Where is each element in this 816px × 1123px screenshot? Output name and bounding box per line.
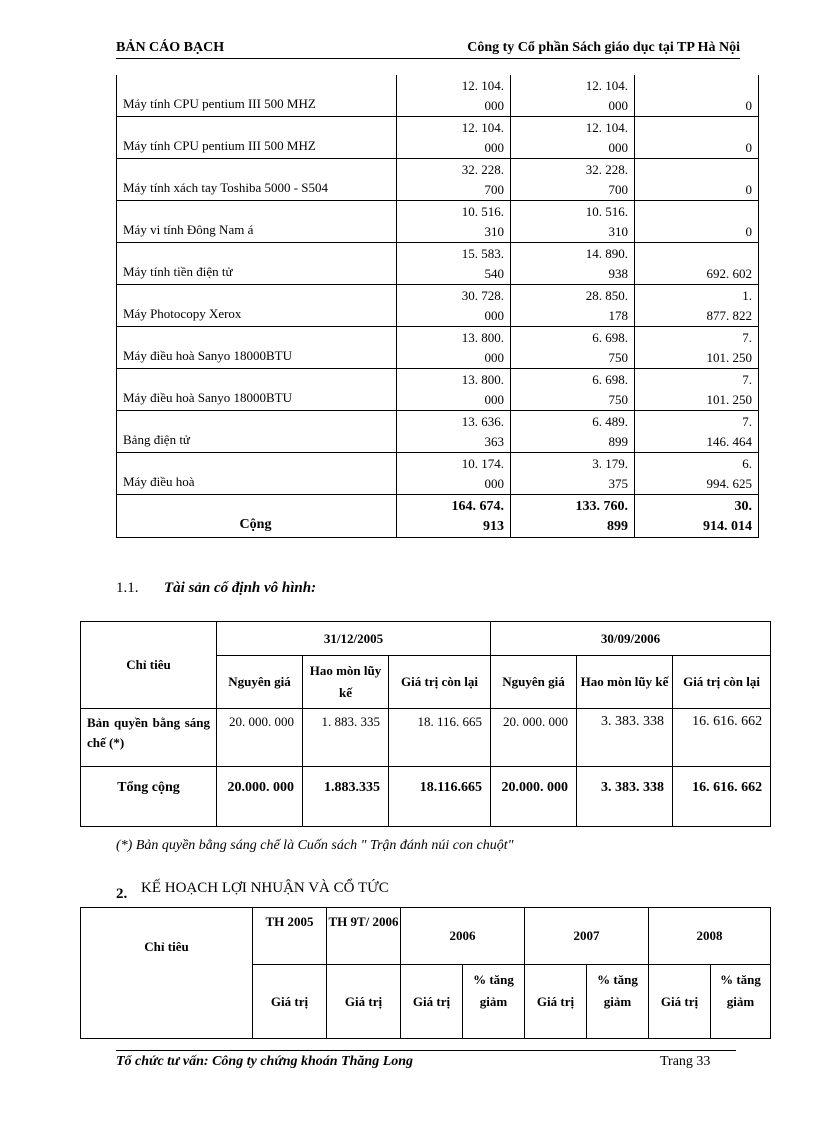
value-line-1: 12. 104. bbox=[585, 78, 628, 93]
asset-value-c3 bbox=[635, 411, 759, 453]
value-line-1: 6. bbox=[742, 456, 752, 471]
value-line-2: 994. 625 bbox=[706, 476, 752, 491]
asset-name: Cộng bbox=[117, 495, 397, 538]
total-rem-2006: 16. 616. 662 bbox=[673, 767, 771, 827]
value-line-2: 375 bbox=[608, 476, 628, 491]
value-line-1: 13. 800. bbox=[461, 372, 504, 387]
value-line-1: 12. 104. bbox=[461, 78, 504, 93]
plan-value-2008: Giá trị bbox=[649, 965, 711, 1039]
value-line-2: 000 bbox=[484, 392, 504, 407]
asset-value-c1 bbox=[397, 453, 511, 495]
asset-value-c1 bbox=[397, 75, 511, 117]
header-company: Công ty Cổ phần Sách giáo dục tại TP Hà Nội bbox=[467, 40, 740, 55]
table-row bbox=[117, 117, 759, 159]
asset-name: Máy điều hoà Sanyo 18000BTU bbox=[117, 327, 397, 369]
asset-name: Máy Photocopy Xerox bbox=[117, 285, 397, 327]
asset-value-c3 bbox=[635, 243, 759, 285]
patent-rem-2005: 18. 116. 665 bbox=[389, 709, 491, 767]
asset-value-c1 bbox=[397, 411, 511, 453]
asset-value-c1 bbox=[397, 327, 511, 369]
table-row bbox=[117, 411, 759, 453]
value-line-1: 10. 516. bbox=[585, 204, 628, 219]
value-line-1 bbox=[643, 160, 752, 180]
patent-dep-2006: 3. 383. 338 bbox=[577, 709, 673, 767]
patent-orig-2005: 20. 000. 000 bbox=[217, 709, 303, 767]
patent-rem-2006: 16. 616. 662 bbox=[673, 709, 771, 767]
asset-value-c2 bbox=[511, 285, 635, 327]
table-row bbox=[117, 327, 759, 369]
value-line-2: 310 bbox=[484, 224, 504, 239]
value-line-2: 000 bbox=[484, 98, 504, 113]
value-line-2: 101. 250 bbox=[706, 350, 752, 365]
value-line-2: 913 bbox=[483, 519, 504, 534]
asset-value-c3 bbox=[635, 285, 759, 327]
value-line-1: 133. 760. bbox=[575, 499, 628, 514]
plan-value-th9t: Giá trị bbox=[327, 965, 401, 1039]
asset-value-c1 bbox=[397, 369, 511, 411]
section-2-title: KẾ HOẠCH LỢI NHUẬN VÀ CỔ TỨC bbox=[141, 880, 389, 896]
value-line-1: 13. 800. bbox=[461, 330, 504, 345]
total-dep-2005: 1.883.335 bbox=[303, 767, 389, 827]
table-row bbox=[117, 453, 759, 495]
col-dep-1: Hao mòn lũy kế bbox=[303, 656, 389, 709]
plan-value-th2005: Giá trị bbox=[253, 965, 327, 1039]
table-row bbox=[117, 75, 759, 117]
value-line-2: 0 bbox=[745, 182, 752, 197]
value-line-1: 15. 583. bbox=[461, 246, 504, 261]
value-line-1: 32. 228. bbox=[585, 162, 628, 177]
asset-value-c3 bbox=[635, 327, 759, 369]
asset-value-c3 bbox=[635, 495, 759, 538]
col-indicator: Chỉ tiêu bbox=[81, 622, 217, 709]
asset-name: Máy điều hoà bbox=[117, 453, 397, 495]
header-title: BẢN CÁO BẠCH bbox=[116, 40, 225, 55]
value-line-1: 7. bbox=[742, 330, 752, 345]
asset-value-c2 bbox=[511, 159, 635, 201]
asset-value-c1 bbox=[397, 117, 511, 159]
total-orig-2005: 20.000. 000 bbox=[217, 767, 303, 827]
table-row bbox=[117, 243, 759, 285]
value-line-1: 13. 636. bbox=[461, 414, 504, 429]
value-line-1: 7. bbox=[742, 372, 752, 387]
asset-value-c1 bbox=[397, 201, 511, 243]
asset-value-c3 bbox=[635, 159, 759, 201]
value-line-1: 32. 228. bbox=[461, 162, 504, 177]
asset-value-c2 bbox=[511, 369, 635, 411]
value-line-2: 899 bbox=[607, 519, 628, 534]
table-row bbox=[117, 369, 759, 411]
table-row bbox=[117, 159, 759, 201]
value-line-2: 178 bbox=[608, 308, 628, 323]
value-line-1: 6. 489. bbox=[592, 414, 628, 429]
value-line-1: 3. 179. bbox=[592, 456, 628, 471]
value-line-1: 6. 698. bbox=[592, 372, 628, 387]
value-line-2: 938 bbox=[608, 266, 628, 281]
asset-value-c3 bbox=[635, 75, 759, 117]
fixed-asset-table bbox=[116, 75, 759, 538]
value-line-1 bbox=[643, 118, 752, 138]
value-line-2: 101. 250 bbox=[706, 392, 752, 407]
value-line-2: 700 bbox=[608, 182, 628, 197]
value-line-2: 914. 014 bbox=[703, 519, 752, 534]
asset-name: Máy tính tiền điện tử bbox=[117, 243, 397, 285]
value-line-1: 1. bbox=[742, 288, 752, 303]
value-line-1: 12. 104. bbox=[585, 120, 628, 135]
period-2006: 30/09/2006 bbox=[491, 622, 771, 656]
footer-divider bbox=[116, 1050, 736, 1051]
asset-value-c2 bbox=[511, 453, 635, 495]
value-line-1: 14. 890. bbox=[585, 246, 628, 261]
asset-value-c1 bbox=[397, 285, 511, 327]
header-divider bbox=[116, 58, 740, 59]
value-line-2: 0 bbox=[745, 224, 752, 239]
plan-value-2006: Giá trị bbox=[401, 965, 463, 1039]
col-dep-2: Hao mòn lũy kế bbox=[577, 656, 673, 709]
value-line-1: 30. 728. bbox=[461, 288, 504, 303]
intangible-asset-table bbox=[80, 621, 771, 827]
value-line-1: 10. 516. bbox=[461, 204, 504, 219]
total-dep-2006: 3. 383. 338 bbox=[577, 767, 673, 827]
asset-name: Máy vi tính Đông Nam á bbox=[117, 201, 397, 243]
value-line-1: 30. bbox=[734, 499, 752, 514]
footer-advisor: Tổ chức tư vấn: Công ty chứng khoán Thăng Long bbox=[116, 1054, 414, 1069]
asset-value-c3 bbox=[635, 453, 759, 495]
asset-value-c1 bbox=[397, 495, 511, 538]
section-title: Tài sản cố định vô hình: bbox=[164, 580, 317, 596]
row-patent-name: Bản quyền bằng sáng chế (*) bbox=[81, 709, 217, 767]
value-line-1: 164. 674. bbox=[451, 499, 504, 514]
asset-value-c1 bbox=[397, 159, 511, 201]
value-line-2: 000 bbox=[608, 140, 628, 155]
period-2005: 31/12/2005 bbox=[217, 622, 491, 656]
patent-orig-2006: 20. 000. 000 bbox=[491, 709, 577, 767]
asset-value-c2 bbox=[511, 411, 635, 453]
plan-col-indicator: Chỉ tiêu bbox=[81, 908, 253, 1039]
value-line-2: 899 bbox=[608, 434, 628, 449]
plan-col-th9t: TH 9T/ 2006 bbox=[327, 908, 401, 965]
asset-name: Máy tính CPU pentium III 500 MHZ bbox=[117, 117, 397, 159]
value-line-1: 28. 850. bbox=[585, 288, 628, 303]
asset-value-c2 bbox=[511, 495, 635, 538]
asset-name: Máy điều hoà Sanyo 18000BTU bbox=[117, 369, 397, 411]
value-line-2: 540 bbox=[484, 266, 504, 281]
plan-col-th2005: TH 2005 bbox=[253, 908, 327, 965]
value-line-2: 000 bbox=[484, 476, 504, 491]
plan-value-2007: Giá trị bbox=[525, 965, 587, 1039]
asset-value-c3 bbox=[635, 117, 759, 159]
value-line-2: 000 bbox=[484, 350, 504, 365]
value-line-2: 000 bbox=[484, 308, 504, 323]
plan-col-2008: 2008 bbox=[649, 908, 771, 965]
col-rem-1: Giá trị còn lại bbox=[389, 656, 491, 709]
asset-name: Bảng điện tử bbox=[117, 411, 397, 453]
plan-col-2006: 2006 bbox=[401, 908, 525, 965]
value-line-2: 700 bbox=[484, 182, 504, 197]
asset-value-c2 bbox=[511, 201, 635, 243]
value-line-2: 310 bbox=[608, 224, 628, 239]
value-line-1: 7. bbox=[742, 414, 752, 429]
value-line-2: 000 bbox=[484, 140, 504, 155]
value-line-2: 363 bbox=[484, 434, 504, 449]
profit-plan-table bbox=[80, 907, 771, 1039]
value-line-2: 692. 602 bbox=[706, 266, 752, 281]
value-line-2: 0 bbox=[745, 98, 752, 113]
asset-value-c2 bbox=[511, 243, 635, 285]
plan-pct-2008: % tăng giảm bbox=[711, 965, 771, 1039]
value-line-2: 146. 464 bbox=[706, 434, 752, 449]
value-line-2: 0 bbox=[745, 140, 752, 155]
section-number: 1.1. bbox=[116, 580, 139, 596]
section-2-number: 2. bbox=[116, 886, 128, 902]
plan-col-2007: 2007 bbox=[525, 908, 649, 965]
value-line-1 bbox=[643, 244, 752, 264]
total-row bbox=[117, 495, 759, 538]
col-rem-2: Giá trị còn lại bbox=[673, 656, 771, 709]
footnote: (*) Bản quyền bằng sáng chế là Cuốn sách " Trận đánh núi con chuột" bbox=[116, 838, 514, 853]
value-line-2: 750 bbox=[608, 392, 628, 407]
total-rem-2005: 18.116.665 bbox=[389, 767, 491, 827]
asset-value-c1 bbox=[397, 243, 511, 285]
plan-pct-2006: % tăng giảm bbox=[463, 965, 525, 1039]
value-line-1 bbox=[643, 76, 752, 96]
table-row bbox=[117, 201, 759, 243]
asset-name: Máy tính CPU pentium III 500 MHZ bbox=[117, 75, 397, 117]
patent-dep-2005: 1. 883. 335 bbox=[303, 709, 389, 767]
asset-value-c3 bbox=[635, 369, 759, 411]
value-line-2: 750 bbox=[608, 350, 628, 365]
value-line-2: 877. 822 bbox=[706, 308, 752, 323]
asset-value-c3 bbox=[635, 201, 759, 243]
asset-value-c2 bbox=[511, 75, 635, 117]
value-line-1 bbox=[643, 202, 752, 222]
value-line-2: 000 bbox=[608, 98, 628, 113]
asset-value-c2 bbox=[511, 117, 635, 159]
table-row bbox=[117, 285, 759, 327]
total-orig-2006: 20.000. 000 bbox=[491, 767, 577, 827]
value-line-1: 6. 698. bbox=[592, 330, 628, 345]
col-orig-2: Nguyên giá bbox=[491, 656, 577, 709]
row-total-name: Tổng cộng bbox=[81, 767, 217, 827]
plan-pct-2007: % tăng giảm bbox=[587, 965, 649, 1039]
page-number: Trang 33 bbox=[660, 1054, 711, 1069]
asset-value-c2 bbox=[511, 327, 635, 369]
value-line-1: 10. 174. bbox=[461, 456, 504, 471]
asset-name: Máy tính xách tay Toshiba 5000 - S504 bbox=[117, 159, 397, 201]
col-orig-1: Nguyên giá bbox=[217, 656, 303, 709]
value-line-1: 12. 104. bbox=[461, 120, 504, 135]
